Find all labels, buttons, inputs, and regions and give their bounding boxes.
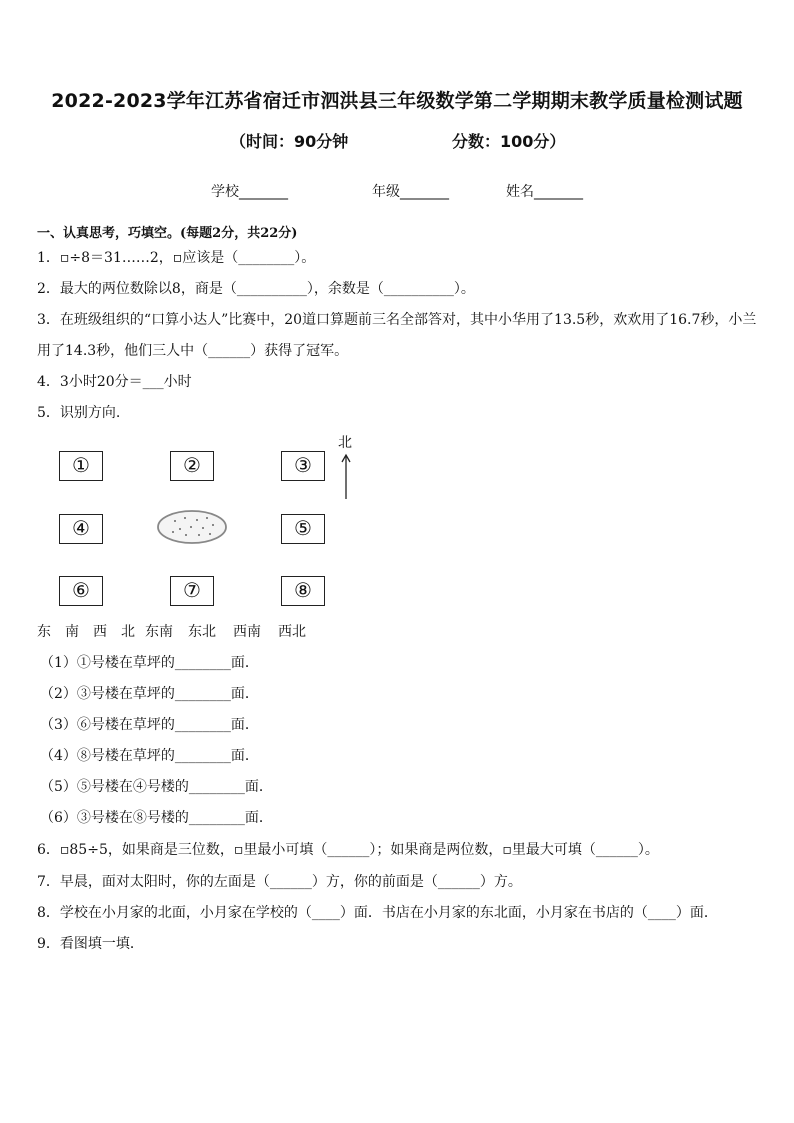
building-8: ⑧ bbox=[281, 576, 325, 606]
subquestion-6: （6）③号楼在⑧号楼的________面． bbox=[40, 810, 273, 826]
grade-field[interactable]: 年级_______ bbox=[372, 184, 449, 200]
direction-option: 西北 bbox=[278, 624, 306, 640]
question-3-line-1: 3．在班级组织的“口算小达人”比赛中，20道口算题前三名全部答对，其中小华用了13.5秒，欢欢用了16.7秒，小兰 bbox=[37, 312, 757, 328]
question-8: 8．学校在小月家的北面，小月家在学校的（____）面．书店在小月家的东北面，小月家在书店的（____）面． bbox=[37, 905, 718, 921]
building-4: ④ bbox=[59, 514, 103, 544]
building-6: ⑥ bbox=[59, 576, 103, 606]
building-1: ① bbox=[59, 451, 103, 481]
building-2: ② bbox=[170, 451, 214, 481]
question-6: 6．▫85÷5，如果商是三位数，▫里最小可填（______）；如果商是两位数，▫里最大可填（______）。 bbox=[37, 842, 659, 858]
direction-option: 南 bbox=[65, 624, 79, 640]
question-9: 9．看图填一填． bbox=[37, 936, 144, 952]
name-field[interactable]: 姓名_______ bbox=[506, 184, 583, 200]
direction-option: 东 bbox=[37, 624, 51, 640]
subquestion-5: （5）⑤号楼在④号楼的________面． bbox=[40, 779, 273, 795]
school-field[interactable]: 学校_______ bbox=[211, 184, 288, 200]
building-3: ③ bbox=[281, 451, 325, 481]
lawn-icon bbox=[155, 507, 229, 547]
north-arrow-icon bbox=[340, 452, 352, 500]
direction-option: 东南 bbox=[145, 624, 173, 640]
page-title: 2022-2023学年江苏省宿迁市泗洪县三年级数学第二学期期末教学质量检测试题 bbox=[51, 90, 743, 112]
subquestion-2: （2）③号楼在草坪的________面． bbox=[40, 686, 259, 702]
subquestion-3: （3）⑥号楼在草坪的________面． bbox=[40, 717, 259, 733]
direction-option: 西 bbox=[93, 624, 107, 640]
subquestion-1: （1）①号楼在草坪的________面． bbox=[40, 655, 259, 671]
exam-time: （时间：90分钟 bbox=[230, 132, 349, 151]
building-5: ⑤ bbox=[281, 514, 325, 544]
question-2: 2．最大的两位数除以8，商是（__________），余数是（__________）。 bbox=[37, 281, 475, 297]
subquestion-4: （4）⑧号楼在草坪的________面． bbox=[40, 748, 259, 764]
question-3-line-2: 用了14.3秒，他们三人中（______）获得了冠军。 bbox=[37, 343, 349, 359]
question-4: 4．3小时20分＝___小时 bbox=[37, 374, 192, 390]
question-5: 5．识别方向. bbox=[37, 405, 121, 421]
direction-option: 北 bbox=[121, 624, 135, 640]
direction-option: 西南 bbox=[233, 624, 261, 640]
question-1: 1．▫÷8＝31……2，▫应该是（________）。 bbox=[37, 250, 316, 266]
section-heading: 一、认真思考，巧填空。(每题2分，共22分) bbox=[37, 226, 298, 241]
question-7: 7．早晨，面对太阳时，你的左面是（______）方，你的前面是（______）方。 bbox=[37, 874, 522, 890]
building-7: ⑦ bbox=[170, 576, 214, 606]
direction-option: 东北 bbox=[188, 624, 216, 640]
north-label: 北 bbox=[338, 435, 352, 451]
exam-score: 分数：100分） bbox=[452, 132, 566, 151]
